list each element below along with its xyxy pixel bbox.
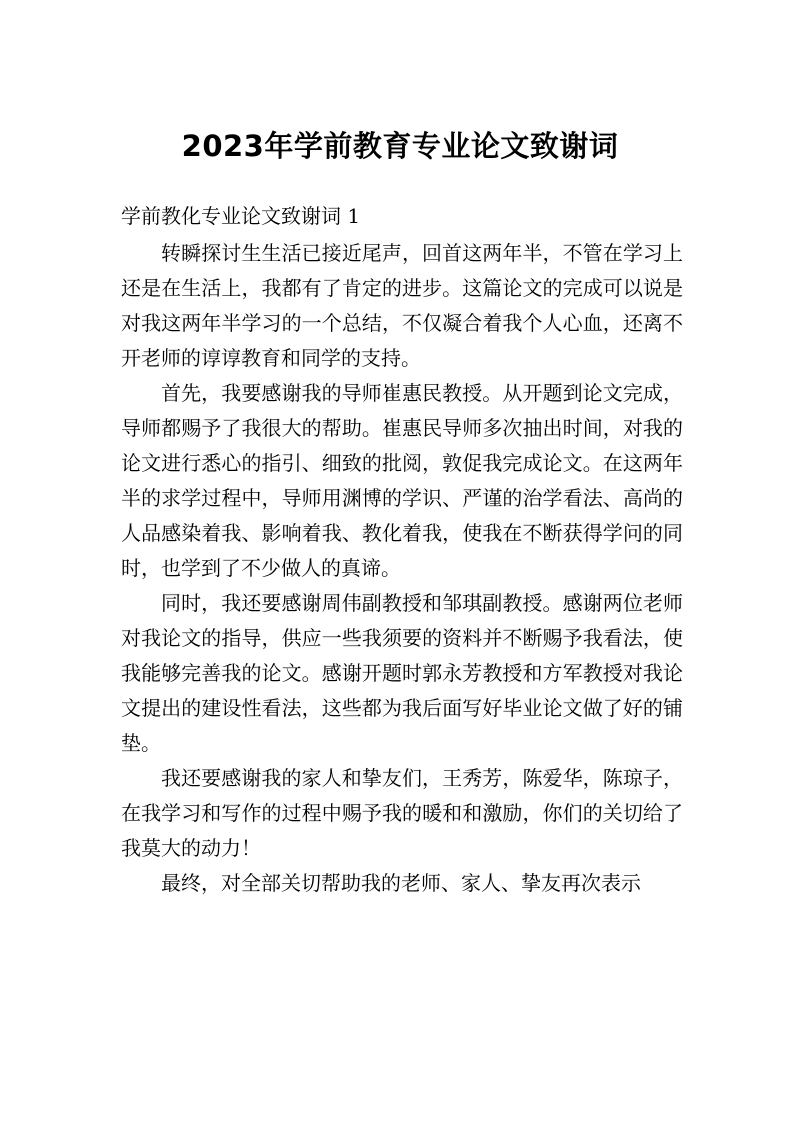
paragraph-2: 首先，我要感谢我的导师崔惠民教授。从开题到论文完成，导师都赐予了我很大的帮助。崔惠民导师多次抽出时间，对我的论文进行悉心的指引、细致的批阅，敦促我完成论文。在这两年半的求学过程中，导师用渊博的学识、严谨的治学看法、高尚的人品感染着我、影响着我、教化着我，使我在不断获得学问的同时，也学到了不少做人的真谛。 bbox=[121, 381, 683, 580]
document-body bbox=[121, 236, 683, 901]
paragraph-1: 转瞬探讨生生活已接近尾声，回首这两年半，不管在学习上还是在生活上，我都有了肯定的进步。这篇论文的完成可以说是对我这两年半学习的一个总结，不仅凝合着我个人心血，还离不开老师的谆谆教育和同学的支持。 bbox=[121, 241, 683, 370]
paragraph-5: 最终，对全部关切帮助我的老师、家人、挚友再次表示 bbox=[161, 871, 641, 895]
paragraph-3: 同时，我还要感谢周伟副教授和邹琪副教授。感谢两位老师对我论文的指导，供应一些我须要的资料并不断赐予我看法，使我能够完善我的论文。感谢开题时郭永芳教授和方军教授对我论文提出的建设性看法，这些都为我后面写好毕业论文做了好的铺垫。 bbox=[121, 591, 683, 755]
document-title: 2023年学前教育专业论文致谢词 bbox=[181, 129, 619, 163]
section-heading: 学前教化专业论文致谢词 1 bbox=[121, 204, 361, 228]
paragraph-4: 我还要感谢我的家人和挚友们，王秀芳，陈爱华，陈琼子，在我学习和写作的过程中赐予我的暖和和激励，你们的关切给了我莫大的动力！ bbox=[121, 766, 683, 860]
